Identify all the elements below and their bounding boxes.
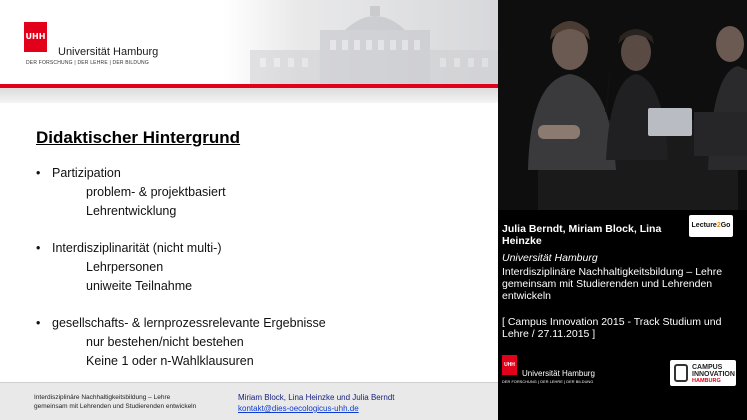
badge-part: Lecture — [691, 222, 717, 229]
bullet-item — [36, 314, 476, 333]
sub-item: uniweite Teilnahme — [86, 279, 193, 293]
speaker-university: Universität Hamburg — [502, 252, 598, 264]
bullet-group — [36, 164, 476, 221]
bullet-item — [36, 239, 476, 258]
bullet-group — [36, 314, 476, 371]
campus-innovation-icon — [674, 364, 688, 382]
university-logo — [24, 22, 174, 68]
sub-item: Lehrpersonen — [86, 260, 164, 274]
uhh-mark: UHH — [502, 355, 517, 375]
university-name: Universität Hamburg — [522, 369, 595, 378]
sub-item: problem- & projektbasiert — [86, 185, 226, 199]
bullet-group — [36, 239, 476, 296]
university-logo-small — [502, 355, 612, 387]
university-tagline: DER FORSCHUNG | DER LEHRE | DER BILDUNG — [26, 60, 149, 66]
footer-authors: Miriam Block, Lina Heinzke und Julia Berndt — [238, 393, 395, 402]
university-name: Universität Hamburg — [58, 46, 159, 58]
talk-title: Interdisziplinäre Nachhaltigkeitsbildung – Lehre gemeinsam mit Studierenden und Lehrenden entwickeln — [502, 266, 723, 302]
bullet-dot-icon: • — [36, 166, 41, 180]
slide-header — [0, 0, 498, 84]
speakers-image — [498, 0, 747, 210]
bullet-list — [36, 164, 476, 389]
badge-part: Go — [720, 222, 731, 229]
footer-course-line: Interdisziplinäre Nachhaltigkeitsbildung – Lehre — [34, 394, 171, 401]
footer-course — [34, 393, 224, 411]
info-panel — [498, 210, 747, 420]
sub-item: Lehrentwicklung — [86, 204, 177, 218]
header-shade — [0, 88, 498, 103]
bullet-dot-icon: • — [36, 316, 41, 330]
campus-innovation-logo — [670, 360, 736, 386]
sub-item: Keine 1 oder n-Wahlklausuren — [86, 354, 254, 368]
speaker-video — [498, 0, 747, 210]
event-info: [ Campus Innovation 2015 - Track Studium und Lehre / 27.11.2015 ] — [502, 316, 722, 340]
bullet-item — [36, 164, 476, 183]
footer-course-line: gemeinsam mit Lehrenden und Studierenden entwickeln — [34, 403, 197, 410]
ci-line: INNOVATION — [692, 371, 735, 378]
slide-footer — [0, 382, 498, 420]
footer-email-link[interactable]: kontakt@dies-oecologicus-uhh.de — [238, 404, 359, 413]
university-tagline: DER FORSCHUNG | DER LEHRE | DER BILDUNG — [502, 380, 594, 384]
lecture2go-logo — [689, 215, 733, 237]
bullet-label: Interdisziplinarität (nicht multi-) — [52, 241, 222, 255]
badge-part: 2 — [716, 222, 721, 229]
speaker-names: Julia Berndt, Miriam Block, Lina Heinzke — [502, 223, 662, 247]
building-image — [250, 0, 498, 84]
ci-line: HAMBURG — [692, 378, 721, 384]
bullet-label: Partizipation — [52, 166, 121, 180]
lecture2go-text — [689, 215, 733, 237]
ci-line: CAMPUS — [692, 364, 723, 371]
bullet-dot-icon: • — [36, 241, 41, 255]
sub-item: nur bestehen/nicht bestehen — [86, 335, 244, 349]
footer-contact — [238, 392, 395, 414]
bullet-label: gesellschafts- & lernprozessrelevante Ergebnisse — [52, 316, 326, 330]
uhh-mark: UHH — [24, 22, 47, 52]
slide-title: Didaktischer Hintergrund — [36, 128, 241, 147]
